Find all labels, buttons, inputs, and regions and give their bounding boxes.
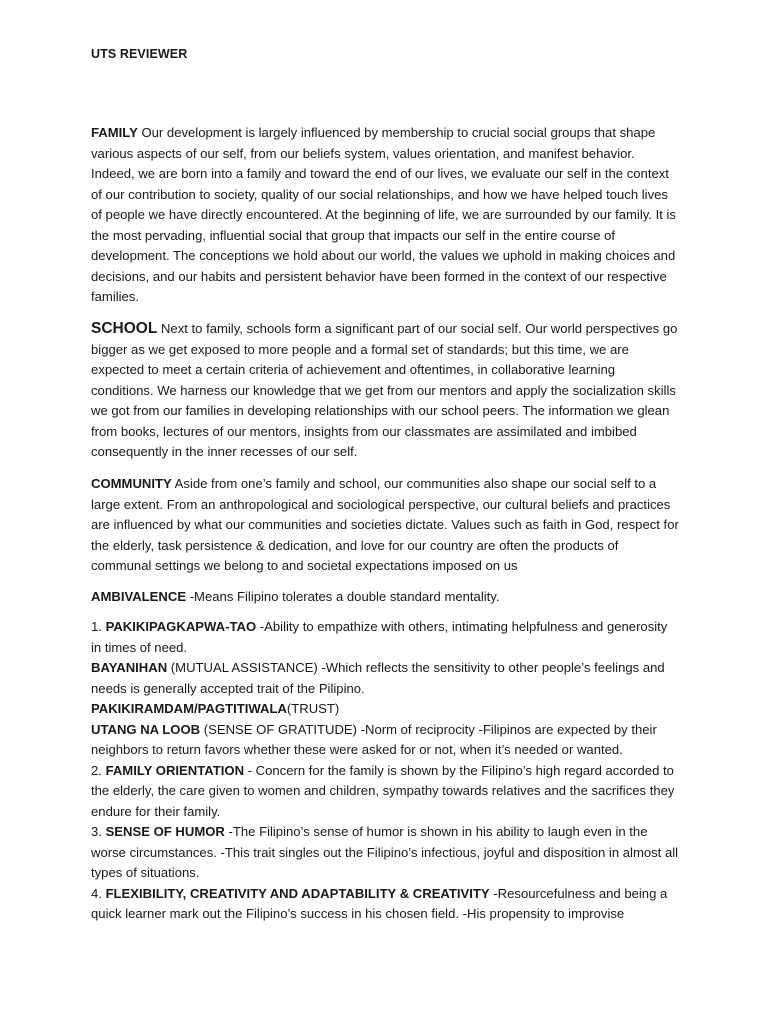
heading-community: COMMUNITY [91, 476, 172, 491]
paragraph-community [91, 474, 681, 577]
trait-heading: FLEXIBILITY, CREATIVITY AND ADAPTABILITY & CREATIVITY [105, 885, 490, 901]
text-family: Our development is largely influenced by membership to crucial social groups that shape various aspects of our self, from our beliefs system, values orientation, and manifest behavior. Indeed, we are born into a family and toward the end of our lives, we evaluate our self in the context of our contribution to society, quality of our social relationships, and how we have helped touch lives of people we have directly encountered. At the beginning of life, we are surrounded by our family. It is the most pervading, influential social that group that impacts our self in the entire course of development. The conceptions we hold about our world, the values we uphold in making choices and decisions, and our habits and persistent behavior have been formed in the context of our respective families. [91, 125, 676, 304]
trait-number: 4. [91, 885, 106, 901]
trait-heading: PAKIKIRAMDAM/PAGTITIWALA [91, 701, 287, 716]
text-ambivalence: -Means Filipino tolerates a double standard mentality. [186, 589, 500, 604]
trait-text: -Resourcefulness and being a quick learner mark out the Filipino’s success in his chosen field. -His propensity to improvise [91, 885, 668, 921]
trait-number: 3. [91, 824, 106, 839]
trait-text: -The Filipino’s sense of humor is shown in his ability to laugh even in the worse circumstances. -This trait singles out the Filipino’s infectious, joyful and disposition in almost all types of situations. [91, 824, 679, 880]
text-school: Next to family, schools form a significant part of our social self. Our world perspectives go bigger as we get exposed to more people and a formal set of standards; but this time, we are expected to meet a certain criteria of achievement and oftentimes, in collaborative learning conditions. We harness our knowledge that we get from our mentors and apply the socialization skills we got from our families in developing relationships with our school peers. The information we glean from books, lectures of our mentors, insights from our classmates are assimilated and imbibed consequently in the inner recesses of our self. [91, 321, 678, 459]
traits-list [91, 617, 681, 925]
heading-family: FAMILY [91, 125, 138, 140]
paragraph-ambivalence [91, 587, 681, 608]
paragraph-family [91, 123, 681, 308]
paragraph-school [91, 319, 681, 463]
heading-school: SCHOOL [91, 320, 158, 337]
trait-text: (SENSE OF GRATITUDE) -Norm of reciprocity -Filipinos are expected by their neighbors to return favors whether these were asked for or not, when it’s needed or wanted. [91, 721, 657, 757]
trait-item [91, 658, 681, 699]
trait-heading: BAYANIHAN [91, 660, 168, 675]
trait-heading: PAKIKIPAGKAPWA-TAO [105, 619, 257, 634]
trait-item [91, 884, 681, 925]
trait-number: 1. [91, 619, 106, 634]
trait-text: -Ability to empathize with others, intimating helpfulness and generosity in times of need. [91, 619, 668, 655]
heading-ambivalence: AMBIVALENCE [91, 589, 187, 604]
trait-text: (MUTUAL ASSISTANCE) -Which reflects the sensitivity to other people’s feelings and needs is generally accepted trait of the Pilipino. [91, 660, 665, 696]
trait-heading: SENSE OF HUMOR [105, 824, 225, 839]
document-title: UTS REVIEWER [91, 47, 188, 61]
trait-item [91, 761, 681, 823]
trait-text: (TRUST) [286, 701, 340, 716]
trait-item [91, 720, 681, 761]
trait-item [91, 699, 681, 720]
trait-number: 2. [91, 762, 106, 778]
trait-text: - Concern for the family is shown by the Filipino’s high regard accorded to the elderly, the care given to women and children, sympathy towards relatives and the sacrifices they endure for their family. [91, 762, 675, 819]
trait-item [91, 617, 681, 658]
text-community: Aside from one’s family and school, our communities also shape our social self to a large extent. From an anthropological and sociological perspective, our cultural beliefs and practices are influenced by what our communities and societies dictate. Values such as faith in God, respect for the elderly, task persistence & dedication, and love for our country are often the products of communal settings we belong to and societal expectations imposed on us [91, 476, 679, 573]
trait-heading: FAMILY ORIENTATION [105, 762, 245, 778]
trait-item [91, 822, 681, 884]
trait-heading: UTANG NA LOOB [91, 721, 201, 737]
